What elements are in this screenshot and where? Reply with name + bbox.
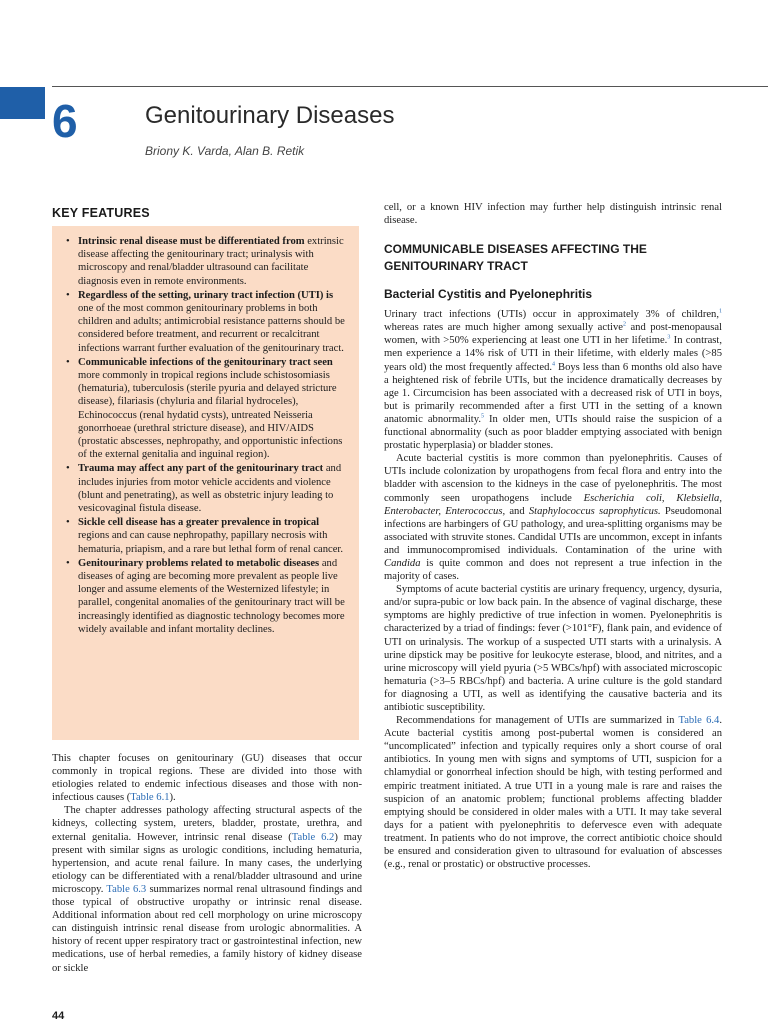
uti-symptoms-paragraph: Symptoms of acute bacterial cystitis are urinary frequency, urgency, dysuria, and/or supra-pubic or low back pain. In the absence of vaginal discharge, these symptoms are highly predictive of true infection in women. Pyelonephritis is characterized by a triad of findings: fever (>101°F), flank pain, and evidence of UTI on urinalysis. The workup of a suspected UTI starts with a urinalysis. A urine dipstick may be positive for leukocyte esterase, blood, and nitrites, and a urine microscopy will yield pyuria (>5 WBCs/hpf) with associated microscopic hematuria (>3–5 RBCs/hpf) and bacteria. A urine culture is the gold standard for diagnosing a UTI, as well as identifying the causative bacteria and its antibiotic susceptibility. bbox=[384, 584, 722, 713]
key-features-list bbox=[64, 235, 347, 636]
key-feature-text: one of the most common genitourinary problems in both children and adults; antimicrobial resistance patterns should be considered before treatment, and recurrent or recalcitrant infections warrant further evaluation of the genitourinary tract. bbox=[78, 303, 345, 354]
text-run: summarizes normal renal ultrasound findings and those typical of obstructive uropathy or intrinsic renal disease. Additional information about red cell morphology on urine microscopy can distinguish intrinsic renal disease from urologic abnormalities. A history of recent upper respiratory tract or gastrointestinal infection, new medications, use of herbal remedies, a family history of kidney disease or sickle bbox=[52, 883, 362, 974]
organism-names: Escherichia coli, Klebsiella, Enterobacter, Enterococcus, bbox=[384, 492, 722, 517]
key-feature-lead: Regardless of the setting, urinary tract infection (UTI) is bbox=[78, 289, 334, 301]
key-features-heading: KEY FEATURES bbox=[52, 206, 150, 220]
text-run: . Acute bacterial cystitis among post-pubertal women is considered an “uncomplicated” infection and typically requires only a short course of oral antibiotics. In young men with signs and symptoms of UTI, suspicion for a chlamydial or gonorrheal infection should be high, with testing performed and empiric treatment initiated. A true UTI in a young male is rare and raises the suspicion of an anatomic problem; functional problems affecting bladder emptying should be considered in older males with a UTI. It may take several days for a patient with pyelonephritis to defervesce even with adequate treatment. In patients who do not improve, the correct antibiotic choice should be ensured and consideration given to ultrasound for evaluation of abscesses (e.g., renal or prostatic) or obstructive processes. bbox=[384, 715, 722, 871]
text-run: ). bbox=[169, 792, 176, 804]
text-run: and post-menopausal women, with >50% experiencing at least one UTI in her lifetime. bbox=[384, 322, 722, 347]
uti-management-paragraph bbox=[384, 714, 722, 871]
key-feature-item bbox=[64, 462, 347, 515]
page-number: 44 bbox=[52, 1010, 65, 1022]
key-feature-lead: Communicable infections of the genitourinary tract seen bbox=[78, 356, 333, 368]
section-heading: COMMUNICABLE DISEASES AFFECTING THE GENITOURINARY TRACT bbox=[384, 242, 647, 274]
key-feature-text: extrinsic disease affecting the genitourinary tract; urinalysis with microscopy and renal/bladder ultrasound can facilitate diagnosis even in remote environments. bbox=[78, 236, 344, 287]
uti-causes-paragraph bbox=[384, 452, 722, 583]
reference-5-link[interactable]: 5 bbox=[480, 413, 484, 420]
key-feature-item bbox=[64, 235, 347, 288]
chapter-number: 6 bbox=[52, 95, 78, 147]
scope-paragraph bbox=[52, 804, 362, 974]
chapter-title: Genitourinary Diseases bbox=[145, 102, 395, 129]
organism-names: Candida bbox=[384, 557, 421, 569]
key-feature-item bbox=[64, 516, 347, 556]
key-feature-lead: Intrinsic renal disease must be differentiated from bbox=[78, 236, 305, 247]
text-run: and bbox=[505, 505, 529, 517]
key-feature-text: and includes injuries from motor vehicle accidents and violence (blunt and penetrating), as well as obstetric injury leading to vesicovaginal fistula disease. bbox=[78, 463, 342, 515]
reference-4-link[interactable]: 4 bbox=[552, 361, 556, 368]
text-run: In contrast, men experience a 14% risk of UTI in their lifetime, with elderly males (>85 years old) the most frequently affected. bbox=[384, 335, 722, 373]
key-feature-text: regions and can cause nephropathy, papillary necrosis with hematuria, priapism, and a rare but lethal form of renal cancer. bbox=[78, 530, 344, 555]
text-run: whereas rates are much higher among sexually active bbox=[384, 322, 623, 334]
chapter-color-block bbox=[0, 87, 45, 119]
text-run: Boys less than 6 months old also have a heightened risk of febrile UTIs, but the incidence dramatically decreases by age 1. Circumcision has been associated with a decreased risk of UTI in boys, but is primarily recommended after a first UTI in the setting of a known anatomic abnormality. bbox=[384, 361, 722, 425]
table-6-4-link[interactable]: Table 6.4 bbox=[678, 715, 720, 727]
text-run: Recommendations for management of UTIs are summarized in bbox=[396, 715, 679, 727]
text-run: The chapter addresses pathology affecting structural aspects of the kidneys, collecting system, ureters, bladder, prostate, urethra, and external genitalia. However, intrinsic renal disease ( bbox=[52, 805, 362, 843]
reference-2-link[interactable]: 2 bbox=[622, 321, 626, 328]
key-features-box bbox=[52, 226, 359, 740]
key-feature-lead: Sickle cell disease has a greater prevalence in tropical bbox=[78, 517, 320, 529]
right-column-body bbox=[384, 201, 722, 871]
header-rule bbox=[52, 86, 768, 87]
text-run: In older men, UTIs should raise the suspicion of a functional abnormality (such as poor bladder emptying associated with benign prostatic hyperplasia) or bladder stones. bbox=[384, 413, 722, 452]
table-6-1-link[interactable]: Table 6.1 bbox=[130, 792, 170, 804]
table-6-2-link[interactable]: Table 6.2 bbox=[291, 831, 335, 843]
key-feature-item bbox=[64, 356, 347, 462]
text-run: ) may present with similar signs as urologic conditions, including hematuria, hypertension, and acute renal failure. In many cases, the underlying etiology can be differentiated with a renal/bladder ultrasound and urine microscopy. bbox=[52, 831, 362, 895]
subsection-heading: Bacterial Cystitis and Pyelonephritis bbox=[384, 287, 593, 302]
key-feature-text: more commonly in tropical regions include schistosomiasis (hematuria), tuberculosis (sterile pyuria and delayed stricture disease), filariasis (chyluria and filarial hydroceles), Echinococcus (renal hydatid cysts), untreated Neisseria gonorrhoeae (urethral stricture disease), and HIV/AIDS (prostatic abscesses, nephropathy, and opportunistic infections of the external genitalia and inguinal region). bbox=[78, 370, 343, 461]
table-6-3-link[interactable]: Table 6.3 bbox=[106, 883, 147, 895]
key-feature-lead: Trauma may affect any part of the genitourinary tract bbox=[78, 463, 324, 475]
reference-1-link[interactable]: 1 bbox=[719, 308, 722, 315]
reference-3-link[interactable]: 3 bbox=[667, 334, 671, 341]
continued-paragraph: cell, or a known HIV infection may further help distinguish intrinsic renal disease. bbox=[384, 202, 722, 227]
uti-epidemiology-paragraph bbox=[384, 308, 722, 452]
chapter-authors: Briony K. Varda, Alan B. Retik bbox=[145, 144, 305, 158]
text-run: This chapter focuses on genitourinary (GU) diseases that occur commonly in tropical regions. These are divided into those with etiologies related to endemic infectious diseases and those with non-infectious causes ( bbox=[52, 753, 362, 804]
intro-paragraph bbox=[52, 752, 362, 804]
left-column-body bbox=[52, 752, 362, 975]
text-run: Pseudomonal infections are harbingers of GU pathology, and urea-splitting organisms may be associated with struvite stones. Candidal UTIs are uncommon, except in infants and immunocompromised individuals. Contamination of the urine with bbox=[384, 505, 722, 556]
key-feature-lead: Genitourinary problems related to metabolic diseases bbox=[78, 557, 320, 569]
key-feature-text: and diseases of aging are becoming more prevalent as people live longer and assume elements of the Westernized lifestyle; in parallel, congenital anomalies of the genitourinary tract will be increasingly identified as diagnostic technology becomes more widely available and infant mortality declines. bbox=[78, 557, 345, 635]
organism-names: Staphylococcus saprophyticus. bbox=[528, 505, 661, 517]
text-run: is quite common and does not represent a true infection in the majority of cases. bbox=[384, 557, 722, 583]
text-run: Urinary tract infections (UTIs) occur in approximately 3% of children, bbox=[384, 309, 719, 321]
key-feature-item bbox=[64, 289, 347, 355]
key-feature-item bbox=[64, 557, 347, 636]
text-run: Acute bacterial cystitis is more common than pyelonephritis. Causes of UTIs include colonization by uropathogens from fecal flora and entry into the bladder with ascension to the kidneys in the case of pyelonephritis. The most commonly seen uropathogens include bbox=[384, 453, 722, 504]
